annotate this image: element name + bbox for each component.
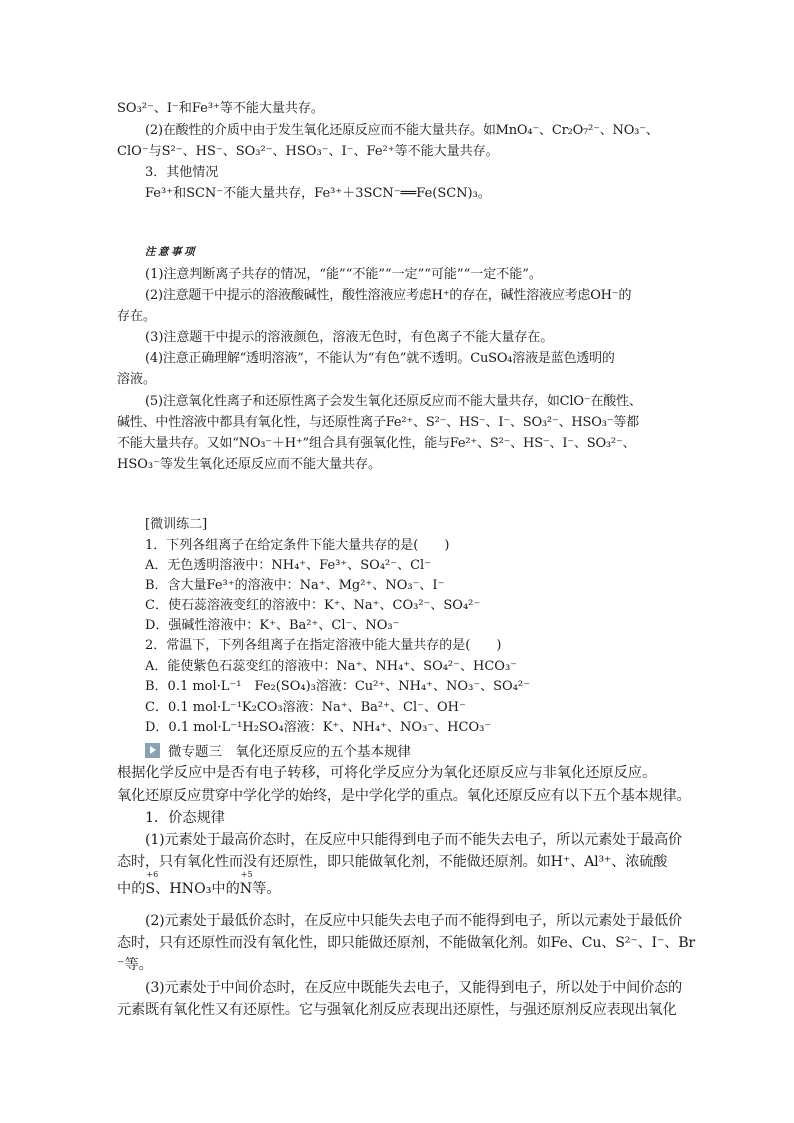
paragraph-line: (2)元素处于最低价态时，在反应中只能失去电子而不能得到电子，所以元素处于最低价 — [145, 913, 683, 929]
option-1c: C．使石蕊溶液变红的溶液中：K⁺、Na⁺、CO₃²⁻、SO₄²⁻ — [145, 598, 481, 613]
nitrogen-symbol — [239, 870, 253, 898]
text-line: (4)注意正确理解“透明溶液”，不能认为“有色”就不透明。CuSO₄溶液是蓝色透明的 — [145, 351, 615, 366]
paragraph-line: 氧化还原反应贯穿中学化学的始终，是中学化学的重点。氧化还原反应有以下五个基本规律。 — [117, 788, 691, 804]
question-2: 2．常温下，下列各组离子在指定溶液中能大量共存的是( ) — [145, 638, 502, 653]
text-line: (5)注意氧化性离子和还原性离子会发生氧化还原反应而不能大量共存，如ClO⁻在酸性、 — [145, 394, 642, 409]
text-segment: 中的 — [117, 881, 146, 897]
question-1: 1．下列各组离子在给定条件下能大量共存的是( ) — [145, 538, 450, 553]
subheading: 3．其他情况 — [145, 165, 219, 180]
paragraph-line: 态时，只有还原性而没有氧化性，即只能做还原剂，不能做氧化剂。如Fe、Cu、S²⁻、I⁻、Br — [117, 935, 696, 951]
subheading: 1．价态规律 — [145, 810, 225, 826]
text-line: SO₃²⁻、I⁻和Fe³⁺等不能大量共存。 — [117, 101, 324, 116]
nitrogen-letter: N — [239, 881, 253, 897]
text-line: ClO⁻与S²⁻、HS⁻、SO₃²⁻、HSO₃⁻、I⁻、Fe²⁺等不能大量共存。 — [117, 144, 499, 159]
option-2b: B．0.1 mol·L⁻¹ Fe₂(SO₄)₃溶液：Cu²⁺、NH₄⁺、NO₃⁻、SO₄²⁻ — [145, 679, 530, 694]
sulfur-letter: S — [145, 881, 156, 897]
oxidation-state-n: +5 — [240, 870, 253, 879]
text-line: (2)在酸性的介质中由于发生氧化还原反应而不能大量共存。如MnO₄⁻、Cr₂O₇²⁻、NO₃⁻、 — [145, 123, 659, 138]
option-2c: C．0.1 mol·L⁻¹K₂CO₃溶液：Na⁺、Ba²⁺、Cl⁻、OH⁻ — [145, 700, 466, 715]
equation-line: Fe³⁺和SCN⁻不能大量共存，Fe³⁺＋3SCN⁻══Fe(SCN)₃。 — [145, 186, 491, 201]
oxidation-state-s: +6 — [146, 870, 159, 879]
option-2a: A．能使紫色石蕊变红的溶液中：Na⁺、NH₄⁺、SO₄²⁻、HCO₃⁻ — [145, 659, 518, 674]
section-heading-text: 微专题三 氧化还原反应的五个基本规律 — [168, 744, 411, 760]
option-1a: A．无色透明溶液中：NH₄⁺、Fe³⁺、SO₄²⁻、Cl⁻ — [145, 558, 432, 573]
paragraph-line: ⁻等。 — [117, 957, 153, 973]
oxidation-line — [117, 870, 281, 898]
text-line: HSO₃⁻等发生氧化还原反应而不能大量共存。 — [117, 457, 381, 472]
text-segment: 等。 — [252, 881, 281, 897]
option-1d: D．强碱性溶液中：K⁺、Ba²⁺、Cl⁻、NO₃⁻ — [145, 618, 400, 633]
sulfur-symbol — [145, 870, 159, 898]
text-line: (1)注意判断离子共存的情况，“能”“不能”“一定”“可能”“一定不能”。 — [145, 267, 542, 282]
text-line: (3)注意题干中提示的溶液颜色，溶液无色时，有色离子不能大量存在。 — [145, 330, 554, 345]
paragraph-line: 根据化学反应中是否有电子转移，可将化学反应分为氧化还原反应与非氧化还原反应。 — [117, 765, 657, 781]
text-line: 存在。 — [117, 309, 157, 324]
paragraph-line: 元素既有氧化性又有还原性。它与强氧化剂反应表现出还原性，与强还原剂反应表现出氧化 — [117, 1002, 677, 1018]
text-line: (2)注意题干中提示的溶液酸碱性，酸性溶液应考虑H⁺的存在，碱性溶液应考虑OH⁻的 — [145, 288, 632, 303]
section-heading — [145, 741, 411, 759]
paragraph-line: (3)元素处于中间价态时，在反应中既能失去电子，又能得到电子，所以处于中间价态的 — [145, 980, 683, 996]
text-line: 不能大量共存。又如“NO₃⁻＋H⁺”组合具有强氧化性，能与Fe²⁺、S²⁻、HS⁻、I⁻、SO₃²⁻、 — [117, 436, 636, 451]
practice-title: [微训练二] — [145, 517, 208, 532]
text-line: 溶液。 — [117, 372, 157, 387]
triangle-marker-icon — [145, 743, 160, 758]
paragraph-line: (1)元素处于最高价态时，在反应中只能得到电子而不能失去电子，所以元素处于最高价 — [145, 832, 683, 848]
option-1b: B．含大量Fe³⁺的溶液中：Na⁺、Mg²⁺、NO₃⁻、I⁻ — [145, 578, 445, 593]
text-line: 碱性、中性溶液中都具有氧化性，与还原性离子Fe²⁺、S²⁻、HS⁻、I⁻、SO₃²⁻、HSO₃⁻等都 — [117, 415, 639, 430]
text-segment: 、HNO₃中的 — [155, 881, 240, 897]
option-2d: D．0.1 mol·L⁻¹H₂SO₄溶液：K⁺、NH₄⁺、NO₃⁻、HCO₃⁻ — [145, 720, 492, 735]
paragraph-line: 态时，只有氧化性而没有还原性，即只能做氧化剂，不能做还原剂。如H⁺、Al³⁺、浓硫酸 — [117, 854, 668, 870]
notes-title: 注意事项 — [145, 246, 197, 258]
